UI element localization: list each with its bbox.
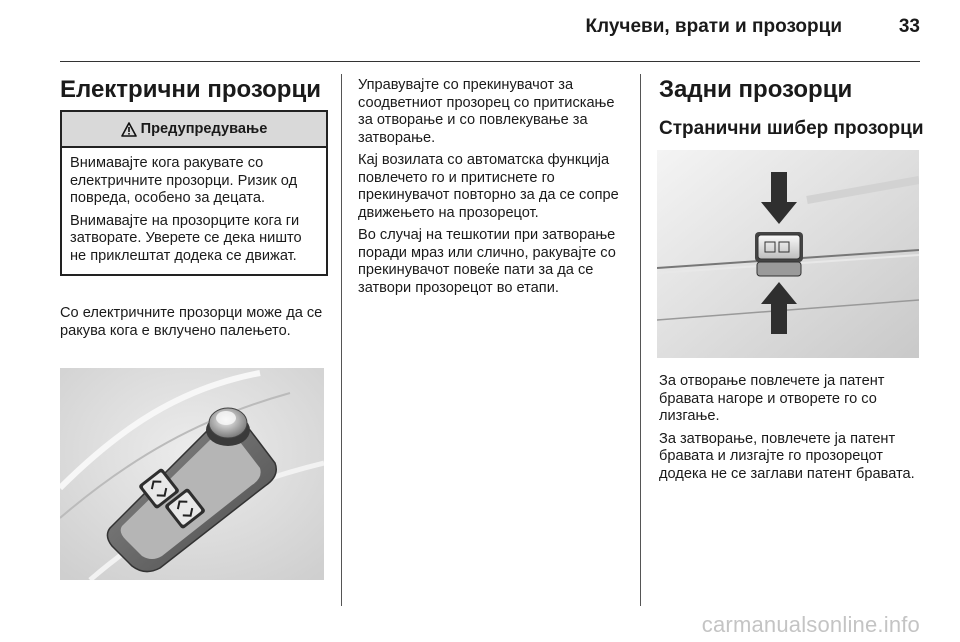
window-switch-illustration bbox=[60, 368, 324, 580]
column-separator-2 bbox=[640, 74, 641, 606]
column-3-paragraph-1: За отворање повлечете ја патент бравата нагоре и отворете го со лизгање. bbox=[659, 373, 885, 424]
section-title-electric-windows bbox=[60, 76, 326, 104]
page-number: 33 bbox=[898, 16, 920, 37]
subsection-title-sliding-windows: Странични шибер прозорци bbox=[659, 118, 924, 139]
column-separator-1 bbox=[341, 74, 342, 606]
body-paragraph: Со електричните прозорци може да се ракува кога е вклучено палењето. bbox=[60, 305, 323, 339]
warning-paragraph-2: Внимавајте на прозорците кога ги затворате. Уверете се дека ништо не приклештат додека се движат. bbox=[70, 212, 302, 264]
column-2-text bbox=[358, 77, 628, 302]
column-2-paragraph-3: Во случај на тешкотии при затворање поради мраз или слично, ракувајте со прекинувачот повеќе пати за да се затвори прозорецот во етапи. bbox=[358, 227, 616, 296]
column-3-text bbox=[659, 373, 927, 488]
warning-box bbox=[60, 110, 328, 276]
header-rule bbox=[60, 61, 920, 62]
warning-heading bbox=[62, 112, 326, 148]
warning-heading-label: Предупредување bbox=[140, 121, 268, 137]
sliding-window-latch-illustration bbox=[657, 150, 919, 358]
warning-paragraph-1: Внимавајте кога ракувате со електричните прозорци. Ризик од повреда, особено за децата. bbox=[70, 155, 298, 206]
watermark: carmanualsonline.info bbox=[701, 612, 920, 637]
column-2-paragraph-1: Управувајте со прекинувачот за соодветниот прозорец со притискање за отворање и со повлекување за затворање. bbox=[358, 77, 615, 146]
section-title-rear-windows: Задни прозорци bbox=[659, 76, 853, 103]
page-header-title: Клучеви, врати и прозорци bbox=[585, 16, 842, 37]
column-2-paragraph-2: Кај возилата со автоматска функција повлечето го и притиснете го прекинувачот повторно за да се сопре движењето на прозорецот. bbox=[358, 152, 619, 221]
section-title: Електрични прозорци bbox=[60, 76, 321, 103]
column-3-paragraph-2: За затворање, повлечете ја патент бравата и лизгајте го прозорецот додека не се заглави патент бравата. bbox=[659, 430, 915, 482]
warning-triangle-icon bbox=[121, 122, 137, 137]
warning-body bbox=[62, 148, 326, 274]
